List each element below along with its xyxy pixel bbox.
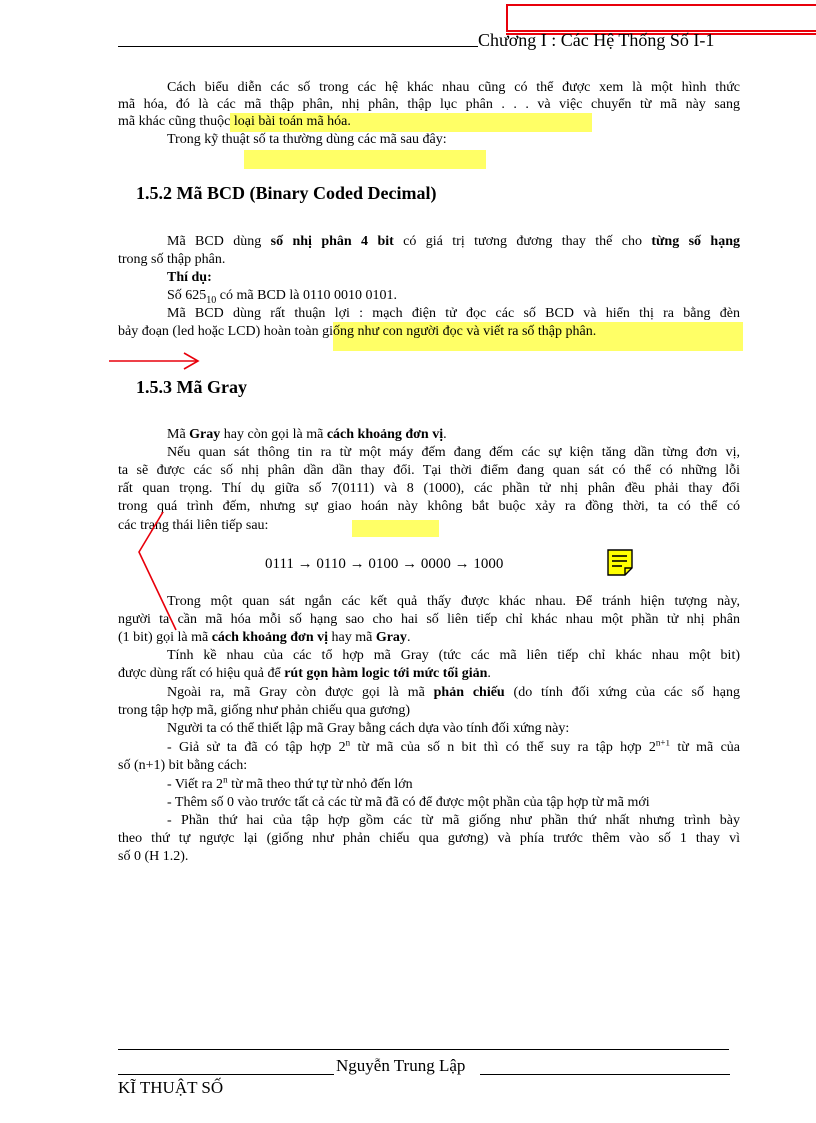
intro-line-1: Cách biểu diễn các số trong các hệ khác nhau cũng có thể được xem là một hình thức xyxy=(167,80,740,95)
gray-para-4-line-2: được dùng rất có hiệu quả để rút gọn hàm logic tới mức tối giản. xyxy=(118,666,491,681)
footer-rule-top xyxy=(118,1049,729,1050)
red-arrow-icon xyxy=(108,350,200,372)
red-annotation-stroke xyxy=(136,510,186,632)
footer-rule-left xyxy=(118,1074,334,1075)
gray-bullet-3: - Thêm số 0 vào trước tất cả các từ mã đã có để được một phần của tập hợp từ mã mới xyxy=(167,795,650,810)
gray-para-2-line-5: các trạng thái liên tiếp sau: xyxy=(118,518,269,533)
bcd-example: Số $625_{10}$ có mã BCD là 0110 0010 0101. xyxy=(167,288,397,306)
gray-para-5-line-2: trong tập hợp mã, giống như phản chiếu qua gương) xyxy=(118,703,411,718)
bcd-para-2-line-1: Mã BCD dùng rất thuận lợi : mạch điện tử đọc các số BCD và hiển thị ra bằng đèn xyxy=(167,306,740,321)
gray-bullet-1-line-2: số (n+1) bit bằng cách: xyxy=(118,758,248,773)
footer-author: Nguyễn Trung Lập xyxy=(336,1056,466,1075)
section-title-gray: 1.5.3 Mã Gray xyxy=(136,377,247,397)
section-title-bcd: 1.5.2 Mã BCD (Binary Coded Decimal) xyxy=(136,183,437,203)
gray-bullet-1-line-1: - Giả sử ta đã có tập hợp 2$^n$ từ mã của số n bit thì có thể suy ra tập hợp $2^{n+1}$ từ mã của xyxy=(167,740,740,755)
gray-para-2-line-1: Nếu quan sát thông tin ra từ một máy đếm đang đếm các sự kiện tăng dần từng đơn vị, xyxy=(167,445,740,460)
bcd-para-1: Mã BCD dùng số nhị phân 4 bit có giá trị tương đương thay thế cho từng số hạng xyxy=(167,234,740,249)
example-label: Thí dụ: xyxy=(167,270,212,285)
header-rule xyxy=(118,46,478,47)
bcd-para-1-end: trong số thập phân. xyxy=(118,252,226,267)
highlight-4 xyxy=(352,520,439,537)
note-icon[interactable] xyxy=(607,549,633,576)
bcd-para-2-line-2: bảy đoạn (led hoặc LCD) hoàn toàn giống như con người đọc và viết ra số thập phân. xyxy=(118,324,597,339)
gray-bullet-4-line-3: số 0 (H 1.2). xyxy=(118,849,189,864)
intro-line-2: mã hóa, đó là các mã thập phân, nhị phân, thập lục phân . . . và việc chuyển từ mã này sang xyxy=(118,97,740,112)
gray-bullet-2: - Viết ra 2$^n$ từ mã theo thứ tự từ nhỏ đến lớn xyxy=(167,774,413,792)
gray-para-3-line-3: (1 bit) gọi là mã cách khoảng đơn vị hay mã Gray. xyxy=(118,630,411,645)
highlight-2 xyxy=(244,150,486,169)
gray-bullet-4-line-2: theo thứ tự ngược lại (giống như phản chiếu qua gương) và phía trước thêm vào số 1 thay vì xyxy=(118,831,740,846)
gray-para-1: Mã Gray hay còn gọi là mã cách khoảng đơn vị. xyxy=(167,427,447,442)
gray-para-2-line-2: ta sẽ được các số nhị phân dần dần thay đổi. Tại thời điểm đang quan sát có thể có những lỗi xyxy=(118,463,740,478)
gray-sequence: 0111 → 0110 → 0100 → 0000 → 1000 xyxy=(265,556,504,572)
gray-para-2-line-3: rất quan trọng. Thí dụ giữa số 7(0111) và 8 (1000), các phần tử nhị phân đều phải thay đổi xyxy=(118,481,740,496)
footer-rule-right xyxy=(480,1074,730,1075)
gray-para-4-line-1: Tính kề nhau của các tổ hợp mã Gray (tức các mã liên tiếp chỉ khác nhau một bit) xyxy=(167,648,740,663)
gray-para-5-line-1: Ngoài ra, mã Gray còn được gọi là mã phản chiếu (do tính đối xứng của các số hạng xyxy=(167,685,740,700)
gray-para-3-line-2: người ta cần mã hóa mỗi số hạng sao cho hai số liên tiếp chỉ khác nhau một phần tử nhị phân xyxy=(118,612,740,627)
gray-para-3-line-1: Trong một quan sát ngắn các kết quả thấy được khác nhau. Để tránh hiện tượng này, xyxy=(167,594,740,609)
chapter-header: Chương I : Các Hệ Thống Số I-1 xyxy=(478,30,715,50)
intro-line-3: mã khác cũng thuộc loại bài toán mã hóa. xyxy=(118,114,351,129)
red-annotation-box[interactable] xyxy=(506,4,816,32)
gray-bullet-4-line-1: - Phần thứ hai của tập hợp gồm các từ mã giống như phần thứ nhất nhưng trình bày xyxy=(167,813,740,828)
intro-line-4: Trong kỹ thuật số ta thường dùng các mã sau đây: xyxy=(167,132,447,147)
footer-course: KĨ THUẬT SỐ xyxy=(118,1078,224,1097)
gray-para-2-line-4: trong quá trình đếm, nhưng sự giao hoán này không bắt buộc xảy ra đồng thời, ta có thể có xyxy=(118,499,740,514)
gray-para-6: Người ta có thể thiết lập mã Gray bằng cách dựa vào tính đối xứng này: xyxy=(167,721,570,736)
